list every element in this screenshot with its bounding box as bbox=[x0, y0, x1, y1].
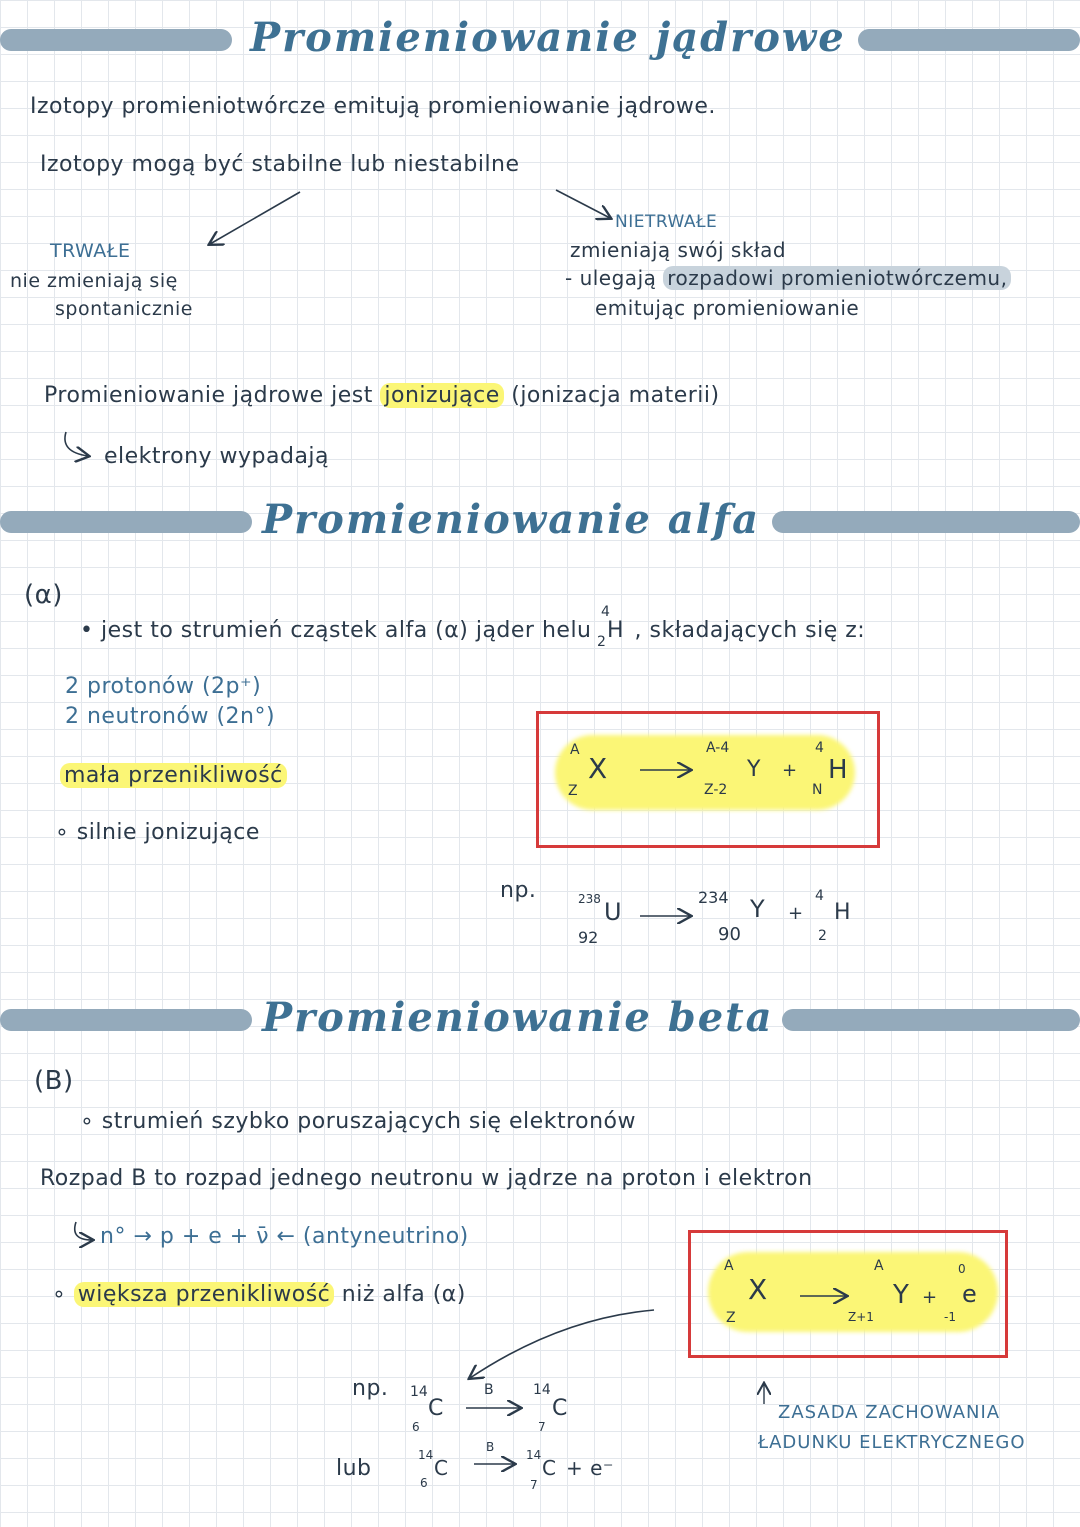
alpha-eq-h: H bbox=[828, 755, 849, 785]
alpha-eq-y: Y bbox=[747, 757, 761, 782]
beta-stream: strumień szybko poruszających się elektronów bbox=[101, 1109, 636, 1134]
alpha-example-label: np. bbox=[500, 878, 537, 903]
beta-eq-number-z: Z bbox=[726, 1310, 736, 1326]
beta-ex1-c: C bbox=[428, 1396, 444, 1421]
unstable-line-2-prefix: - ulegają bbox=[565, 266, 657, 290]
title-nuclear-radiation: Promieniowanie jądrowe bbox=[250, 14, 846, 61]
unstable-line-3: emitując promieniowanie bbox=[595, 296, 860, 320]
unstable-line-1: zmieniają swój skład bbox=[570, 238, 787, 262]
alpha-eq-mass-a: A bbox=[570, 742, 580, 758]
hook-arrow-beta bbox=[75, 1222, 92, 1240]
beta-ex2-c2: C bbox=[542, 1456, 557, 1480]
alpha-eq-n: N bbox=[812, 782, 823, 798]
alpha-eq-mass-a4: A-4 bbox=[706, 740, 730, 756]
beta-ex1-number2: 7 bbox=[538, 1420, 546, 1434]
beta-symbol: (B) bbox=[34, 1066, 74, 1096]
beta-ex1-number: 6 bbox=[412, 1420, 420, 1434]
beta-eq-zero: 0 bbox=[958, 1262, 966, 1276]
alpha-ex-he-mass: 4 bbox=[815, 888, 824, 904]
alpha-eq-x: X bbox=[588, 752, 608, 785]
alpha-low-penetration: mała przenikliwość bbox=[60, 763, 287, 788]
alpha-symbol: (α) bbox=[24, 580, 63, 610]
alpha-ex-y: Y bbox=[750, 895, 766, 923]
bullet-icon: ∘ bbox=[52, 1282, 67, 1307]
beta-ex1-c2: C bbox=[552, 1396, 568, 1421]
beta-eq-minus-one: -1 bbox=[944, 1310, 956, 1324]
alpha-eq-plus: + bbox=[782, 760, 798, 781]
alpha-ex-u: U bbox=[604, 898, 622, 926]
alpha-ex-plus: + bbox=[788, 903, 804, 924]
beta-higher-penetration: większa przenikliwość bbox=[74, 1282, 335, 1307]
beta-ex1-mass2: 14 bbox=[533, 1382, 551, 1398]
beta-ex1-mass: 14 bbox=[410, 1384, 428, 1400]
arrow-to-stable bbox=[210, 192, 300, 244]
alpha-ex-u-number: 92 bbox=[578, 928, 599, 947]
bullet-icon: • bbox=[80, 618, 94, 643]
beta-eq-mass-a: A bbox=[724, 1258, 734, 1274]
beta-eq-number-z1: Z+1 bbox=[848, 1310, 874, 1324]
alpha-ex-he-number: 2 bbox=[818, 928, 827, 944]
charge-conservation-line-2: ŁADUNKU ELEKTRYCZNEGO bbox=[758, 1432, 1026, 1453]
helium-symbol: H bbox=[607, 618, 625, 643]
alpha-desc-pre: jest to strumień cząstek alfa (α) jąder helu bbox=[100, 618, 592, 643]
intro-line-2: Izotopy mogą być stabilne lub niestabilne bbox=[40, 152, 520, 177]
alpha-ex-y-mass: 234 bbox=[698, 888, 729, 907]
beta-ex2-electron: + e⁻ bbox=[566, 1456, 614, 1480]
alpha-neutrons: 2 neutronów (2n°) bbox=[65, 704, 276, 729]
beta-ex2-mass: 14 bbox=[418, 1448, 434, 1462]
alpha-eq-number-z2: Z-2 bbox=[704, 782, 728, 798]
alpha-eq-four: 4 bbox=[815, 740, 824, 756]
stable-line-2: spontanicznie bbox=[55, 298, 193, 320]
alpha-strong-ionizing: silnie jonizujące bbox=[76, 820, 260, 845]
stable-line-1: nie zmieniają się bbox=[10, 270, 178, 292]
arrow-to-unstable bbox=[556, 190, 610, 218]
beta-neutron-equation: n° → p + e + ν̄ ← (antyneutrino) bbox=[100, 1224, 469, 1249]
beta-eq-plus: + bbox=[922, 1287, 938, 1308]
stable-heading: TRWAŁE bbox=[50, 240, 131, 262]
ionizing-sub: elektrony wypadają bbox=[104, 444, 330, 469]
unstable-line-2-highlight: rozpadowi promieniotwórczemu, bbox=[663, 266, 1011, 290]
beta-eq-e: e bbox=[962, 1280, 978, 1308]
title-alpha-radiation: Promieniowanie alfa bbox=[262, 496, 760, 543]
ionizing-pre: Promieniowanie jądrowe jest bbox=[44, 383, 373, 408]
beta-ex2-beta: B bbox=[486, 1440, 495, 1454]
ionizing-post: (jonizacja materii) bbox=[511, 383, 720, 408]
beta-ex2-number2: 7 bbox=[530, 1478, 538, 1492]
unstable-heading: NIETRWAŁE bbox=[615, 212, 718, 232]
alpha-ex-h: H bbox=[834, 900, 852, 925]
alpha-protons: 2 protonów (2p⁺) bbox=[65, 674, 262, 699]
alpha-ex-y-number: 90 bbox=[718, 924, 741, 945]
beta-eq-mass-a2: A bbox=[874, 1258, 884, 1274]
alpha-eq-number-z: Z bbox=[568, 783, 578, 799]
beta-decay-description: Rozpad B to rozpad jednego neutronu w jądrze na proton i elektron bbox=[40, 1166, 813, 1191]
beta-eq-x: X bbox=[748, 1273, 768, 1306]
alpha-ex-u-mass: 238 bbox=[578, 892, 601, 906]
beta-eq-y: Y bbox=[893, 1280, 910, 1310]
beta-ex2-mass2: 14 bbox=[526, 1448, 542, 1462]
alpha-desc-post: , składających się z: bbox=[634, 618, 866, 643]
helium-mass: 4 bbox=[601, 604, 611, 620]
arrow-box-to-example bbox=[470, 1310, 654, 1378]
helium-number: 2 bbox=[597, 634, 607, 650]
beta-ex2-number: 6 bbox=[420, 1476, 428, 1490]
hook-arrow-ionizing bbox=[65, 432, 88, 456]
intro-line-1: Izotopy promieniotwórcze emitują promieniowanie jądrowe. bbox=[30, 94, 716, 119]
ionizing-highlight: jonizujące bbox=[380, 383, 503, 408]
beta-example-label: np. bbox=[352, 1376, 389, 1401]
bullet-icon: ∘ bbox=[80, 1109, 95, 1134]
bullet-icon: ∘ bbox=[55, 820, 70, 845]
beta-ex1-beta: B bbox=[484, 1382, 494, 1398]
beta-than-alpha: niż alfa (α) bbox=[341, 1282, 466, 1307]
charge-conservation-line-1: ZASADA ZACHOWANIA bbox=[778, 1402, 1001, 1423]
beta-ex2-c: C bbox=[434, 1456, 449, 1480]
title-beta-radiation: Promieniowanie beta bbox=[262, 994, 774, 1041]
beta-or: lub bbox=[336, 1456, 372, 1481]
